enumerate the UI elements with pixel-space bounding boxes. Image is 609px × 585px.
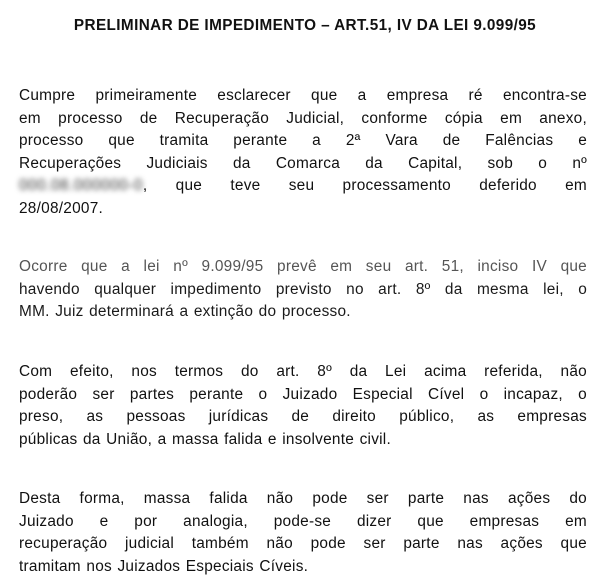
paragraph-conclusao — [19, 488, 587, 578]
paragraph-line: Com efeito, nos termos do art. 8º da Lei acima referida, não — [19, 363, 587, 380]
paragraph-line: Cumpre primeiramente esclarecer que a empresa ré encontra-se — [19, 87, 587, 104]
paragraph-lei-9099 — [19, 256, 587, 324]
paragraph-line: tramitam nos Juizados Especiais Cíveis. — [19, 557, 309, 575]
paragraph-line: Recuperações Judiciais da Comarca da Capital, sob o nº — [19, 154, 587, 172]
paragraph-line: Juizado e por analogia, pode-se dizer que empresas em — [19, 512, 587, 530]
paragraph-line: Desta forma, massa falida não pode ser parte nas ações do — [19, 490, 587, 507]
paragraph-art-8 — [19, 361, 587, 451]
paragraph-line: havendo qualquer impedimento previsto no art. 8º da mesma lei, o — [19, 280, 587, 298]
paragraph-line: processo que tramita perante a 2ª Vara de Falências e — [19, 132, 587, 150]
paragraph-recuperacao-judicial — [19, 85, 587, 221]
paragraph-line-with-process-number — [19, 175, 587, 198]
paragraph-line: poderão ser partes perante o Juizado Especial Cível o incapaz, o — [19, 385, 587, 403]
paragraph-line: 28/08/2007. — [19, 199, 104, 217]
paragraph-line: preso, as pessoas jurídicas de direito público, as empresas — [19, 408, 587, 426]
paragraph-line: em processo de Recuperação Judicial, conforme cópia em anexo, — [19, 109, 587, 127]
paragraph-line: MM. Juiz determinará a extinção do processo. — [19, 303, 351, 321]
paragraph-line-tail: , que teve seu processamento deferido em — [142, 177, 587, 195]
paragraph-line: recuperação judicial também não pode ser parte nas ações que — [19, 535, 587, 553]
redacted-process-number: 000.08.000000-0 — [19, 177, 143, 195]
document-title: PRELIMINAR DE IMPEDIMENTO – ART.51, IV DA LEI 9.099/95 — [73, 17, 537, 34]
paragraph-line: públicas da União, a massa falida e insolvente civil. — [19, 430, 392, 448]
paragraph-line: Ocorre que a lei nº 9.099/95 prevê em seu art. 51, inciso IV que — [19, 258, 587, 275]
